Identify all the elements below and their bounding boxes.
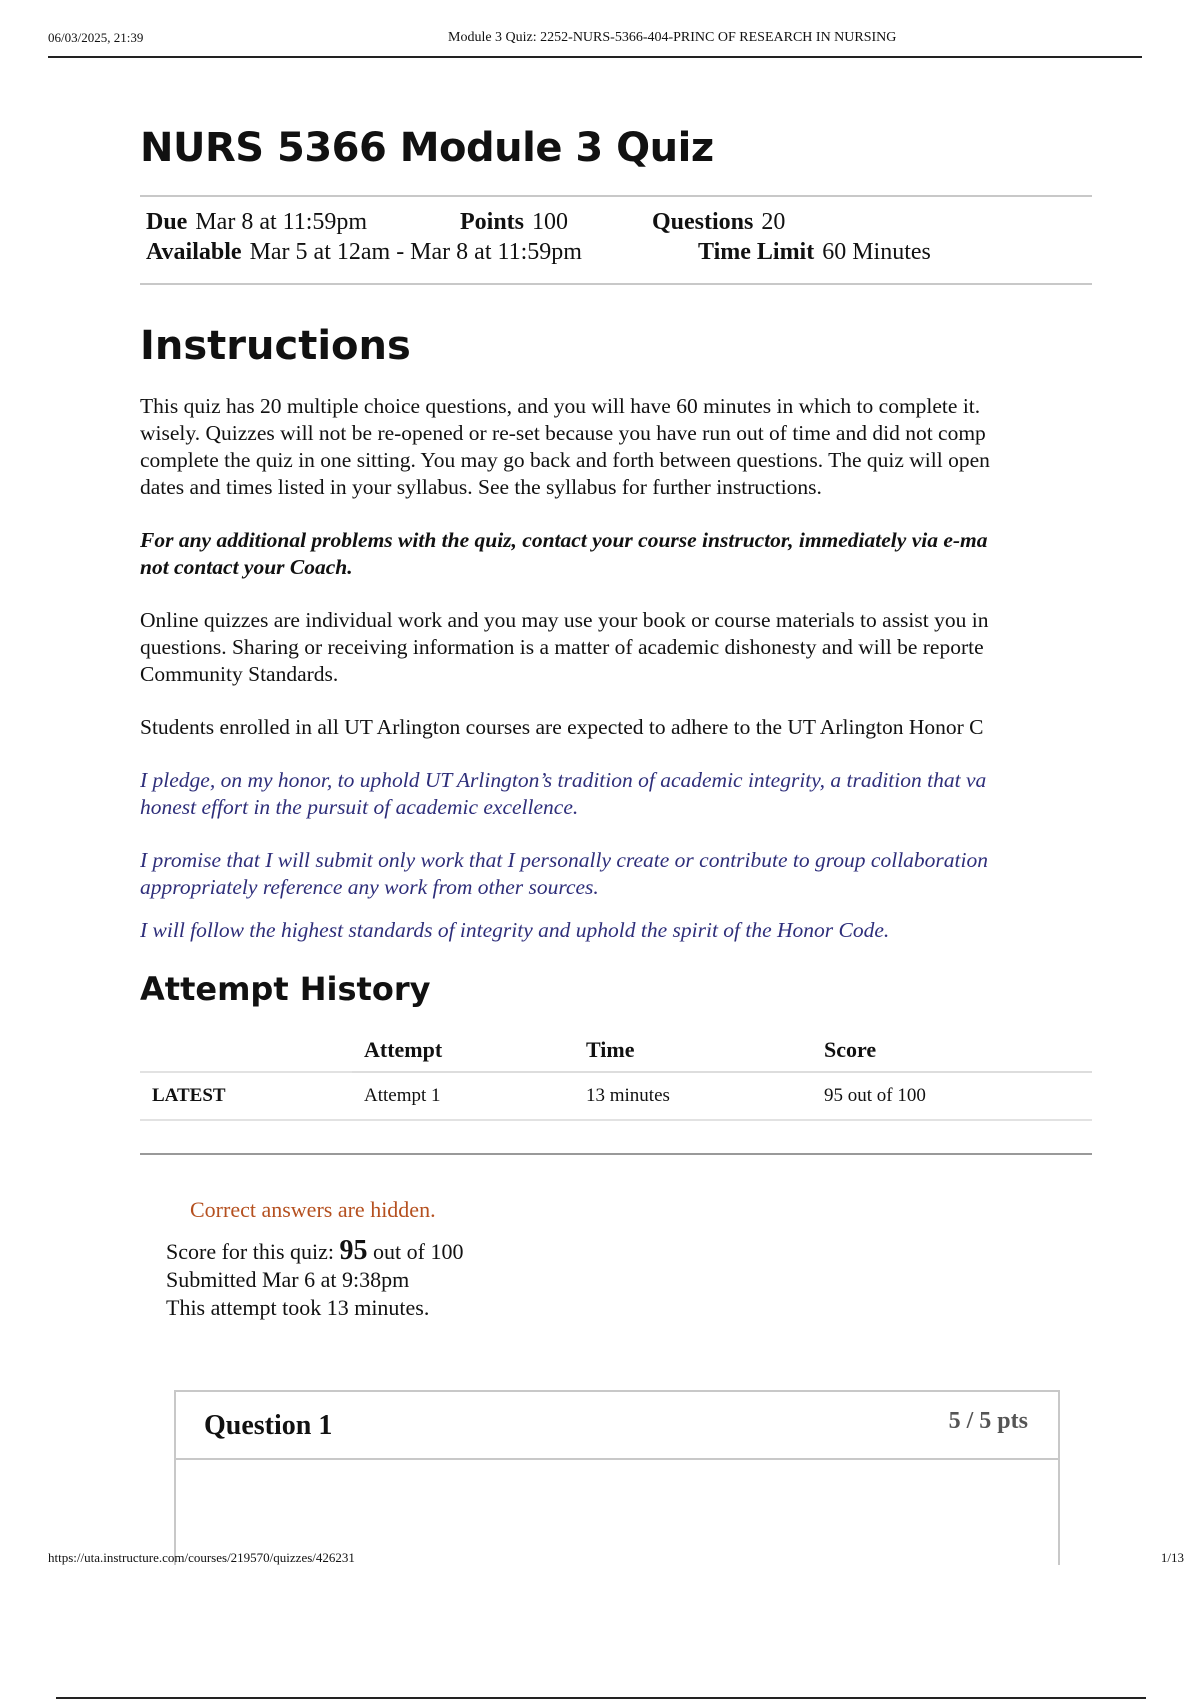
score-summary <box>166 1237 1092 1322</box>
instructions-paragraph-3 <box>140 607 1092 688</box>
due-field <box>146 209 367 236</box>
pledge-line: I pledge, on my honor, to uphold UT Arlington’s tradition of academic integrity, a tradition that va <box>140 768 987 792</box>
pledge-line: appropriately reference any work from other sources. <box>140 875 599 899</box>
due-label: Due <box>146 209 188 235</box>
submitted-line: Submitted Mar 6 at 9:38pm <box>166 1267 410 1292</box>
table-header-score: Score <box>812 1026 1092 1072</box>
instructions-line: wisely. Quizzes will not be re-opened or re-set because you have run out of time and did not comp <box>140 421 986 445</box>
quiz-content <box>140 125 1092 1322</box>
honor-pledge-1 <box>140 767 1092 821</box>
divider <box>140 1153 1092 1155</box>
points-label: Points <box>460 209 525 235</box>
attempt-history-table <box>140 1026 1092 1121</box>
instructions-body <box>140 393 1092 944</box>
instructions-line: dates and times listed in your syllabus. See the syllabus for further instructions. <box>140 475 822 499</box>
quiz-meta <box>140 195 1092 285</box>
instructions-line: Online quizzes are individual work and you may use your book or course materials to assist you in <box>140 608 989 632</box>
due-value: Mar 8 at 11:59pm <box>195 209 368 235</box>
table-header-time: Time <box>574 1026 812 1072</box>
latest-tag: LATEST <box>140 1072 352 1120</box>
points-field <box>460 209 568 236</box>
instructions-paragraph-1 <box>140 393 1092 501</box>
attempt-time: 13 minutes <box>574 1072 812 1120</box>
instructions-line: complete the quiz in one sitting. You may go back and forth between questions. The quiz will open <box>140 448 990 472</box>
quiz-score-line <box>166 1237 1092 1266</box>
table-header-blank <box>140 1026 352 1072</box>
question-1-card <box>174 1390 1060 1565</box>
time-limit-field <box>698 239 931 266</box>
instructions-line: questions. Sharing or receiving information is a matter of academic dishonesty and will be reporte <box>140 635 984 659</box>
honor-pledge-2 <box>140 847 1092 901</box>
print-page-number: 1/13 <box>1160 1550 1184 1565</box>
score-suffix: out of 100 <box>367 1239 464 1264</box>
available-label: Available <box>146 239 242 265</box>
attempt-score: 95 out of 100 <box>812 1072 1092 1120</box>
question-1-title: Question 1 <box>204 1410 333 1441</box>
instructions-line: Community Standards. <box>140 662 339 686</box>
print-page-title: Module 3 Quiz: 2252-NURS-5366-404-PRINC OF RESEARCH IN NURSING <box>448 30 897 45</box>
table-row <box>140 1072 1092 1120</box>
honor-pledge-3 <box>140 917 1092 944</box>
available-value: Mar 5 at 12am - Mar 8 at 11:59pm <box>249 239 582 265</box>
print-footer <box>48 1550 1184 1574</box>
print-url: https://uta.instructure.com/courses/219570/quizzes/426231 <box>48 1550 355 1565</box>
instructions-paragraph-4 <box>140 714 1092 741</box>
question-1-header <box>176 1392 1058 1460</box>
instructions-contact-note <box>140 527 1092 581</box>
bottom-divider <box>56 1697 1146 1699</box>
pledge-line: I will follow the highest standards of integrity and uphold the spirit of the Honor Code. <box>140 918 890 942</box>
questions-field <box>652 209 785 236</box>
instructions-heading: Instructions <box>140 323 411 369</box>
available-field <box>146 239 582 266</box>
duration-line: This attempt took 13 minutes. <box>166 1295 430 1320</box>
correct-answers-hidden-note: Correct answers are hidden. <box>190 1197 436 1222</box>
attempt-history-heading: Attempt History <box>140 970 431 1008</box>
points-value: 100 <box>532 209 569 235</box>
attempt-link[interactable]: Attempt 1 <box>352 1072 574 1120</box>
print-header <box>48 30 1142 58</box>
table-header-row <box>140 1026 1092 1072</box>
table-header-attempt: Attempt <box>352 1026 574 1072</box>
instructions-line: For any additional problems with the quiz, contact your course instructor, immediately via e-ma <box>140 528 988 552</box>
score-prefix: Score for this quiz: <box>166 1239 340 1264</box>
quiz-title: NURS 5366 Module 3 Quiz <box>140 125 714 171</box>
time-limit-label: Time Limit <box>698 239 815 265</box>
pledge-line: honest effort in the pursuit of academic excellence. <box>140 795 579 819</box>
score-value: 95 <box>339 1235 368 1266</box>
instructions-line: not contact your Coach. <box>140 555 353 579</box>
instructions-line: This quiz has 20 multiple choice questions, and you will have 60 minutes in which to complete it. <box>140 394 981 418</box>
questions-label: Questions <box>652 209 754 235</box>
questions-value: 20 <box>761 209 786 235</box>
pledge-line: I promise that I will submit only work that I personally create or contribute to group collaboration <box>140 848 988 872</box>
instructions-line: Students enrolled in all UT Arlington courses are expected to adhere to the UT Arlington Honor C <box>140 715 984 739</box>
question-1-points: 5 / 5 pts <box>948 1408 1028 1434</box>
time-limit-value: 60 Minutes <box>822 239 931 265</box>
print-datetime: 06/03/2025, 21:39 <box>48 30 144 45</box>
